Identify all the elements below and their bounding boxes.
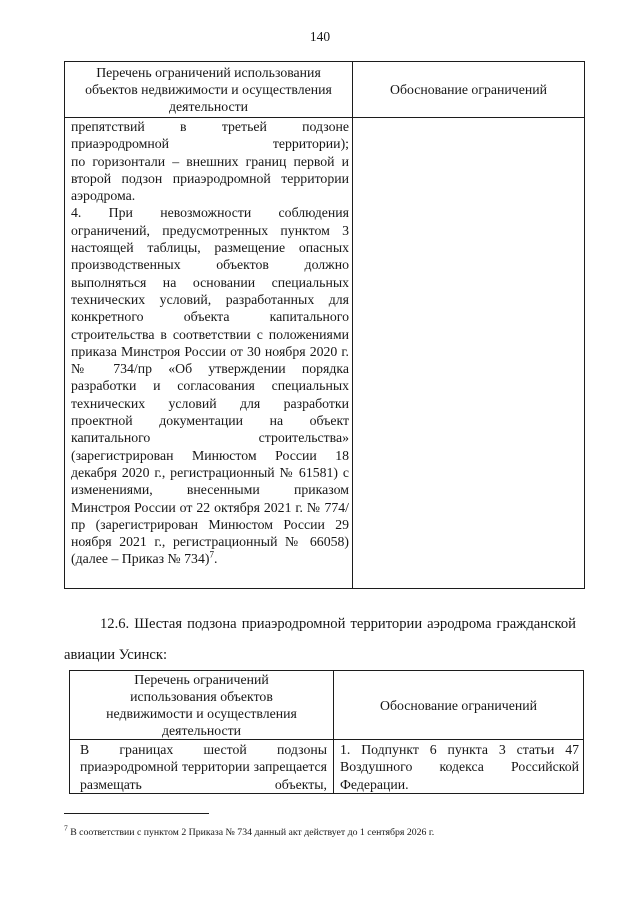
section-12-6-paragraph: [64, 609, 576, 671]
table1-justification-cell: [353, 118, 585, 589]
table1-paragraph-2: по горизонтали – внешних границ первой и второй подзон приаэродромной территории аэродрома.: [71, 153, 349, 204]
restrictions-table-subzone-6: [69, 670, 584, 794]
table1-paragraph-3-text: 4. При невозможности соблюдения ограничений, предусмотренных пунктом 3 настоящей таблицы, размещение опасных производственных объектов должно выполняться на основании специальных технических условий, разработанных для конкретного объекта капитального строительства в соответствии с положениями приказа Минстроя России от 30 ноября 2020 г. № 734/пр «Об утверждении порядка разработки и согласования специальных технических условий для разработки проектной документации на объект капитального строительства» (зарегистрирован Минюстом России 18 декабря 2020 г., регистрационный № 61581) с изменениями, внесенными приказом Минстроя России от 22 октября 2021 г. № 774/пр (зарегистрирован Минюстом России 29 ноября 2021 г., регистрационный № 66058) (далее – Приказ № 734): [71, 205, 349, 567]
table2-restrictions-cell: [70, 740, 334, 794]
footnote-marker: 7: [64, 823, 68, 833]
section-12-6-line-1: 12.6. Шестая подзона приаэродромной территории аэродрома гражданской: [100, 616, 576, 632]
table2-header-restrictions-text: Перечень ограничений использования объектов недвижимости и осуществления деятельности: [106, 672, 297, 738]
footnote-text: В соответствии с пунктом 2 Приказа № 734 данный акт действует до 1 сентября 2026 г.: [70, 827, 435, 838]
table1-header-restrictions-text: Перечень ограничений использования объектов недвижимости и осуществления деятельности: [85, 65, 332, 114]
table1-header-justification: [353, 62, 585, 118]
footnote-7: [64, 823, 604, 839]
table2-header-justification: [334, 671, 584, 740]
table1-restrictions-cell: [65, 118, 353, 589]
restrictions-table-continued: [64, 61, 585, 589]
table2-row1-restriction-text: В границах шестой подзоны приаэродромной территории запрещается размещать объекты,: [80, 742, 327, 792]
table1-paragraph-3-end: .: [213, 551, 218, 567]
table2-justification-cell: [334, 740, 584, 794]
table1-header-justification-text: Обоснование ограничений: [390, 82, 547, 97]
table1-paragraph-1: препятствий в третьей подзоне приаэродромной территории);: [71, 119, 349, 152]
page-number: 140: [309, 29, 331, 44]
table2-row1-justification-text: 1. Подпункт 6 пункта 3 статьи 47 Воздушного кодекса Российской Федерации.: [340, 742, 579, 792]
section-12-6-line-2: авиации Усинск:: [64, 647, 168, 663]
footnote-separator: [64, 813, 209, 814]
table2-header-justification-text: Обоснование ограничений: [380, 697, 537, 713]
table2-header-restrictions: [70, 671, 334, 740]
table1-header-restrictions: [65, 62, 353, 118]
table1-paragraph-3: [65, 204, 352, 567]
footnote-reference-7: 7: [209, 549, 214, 560]
